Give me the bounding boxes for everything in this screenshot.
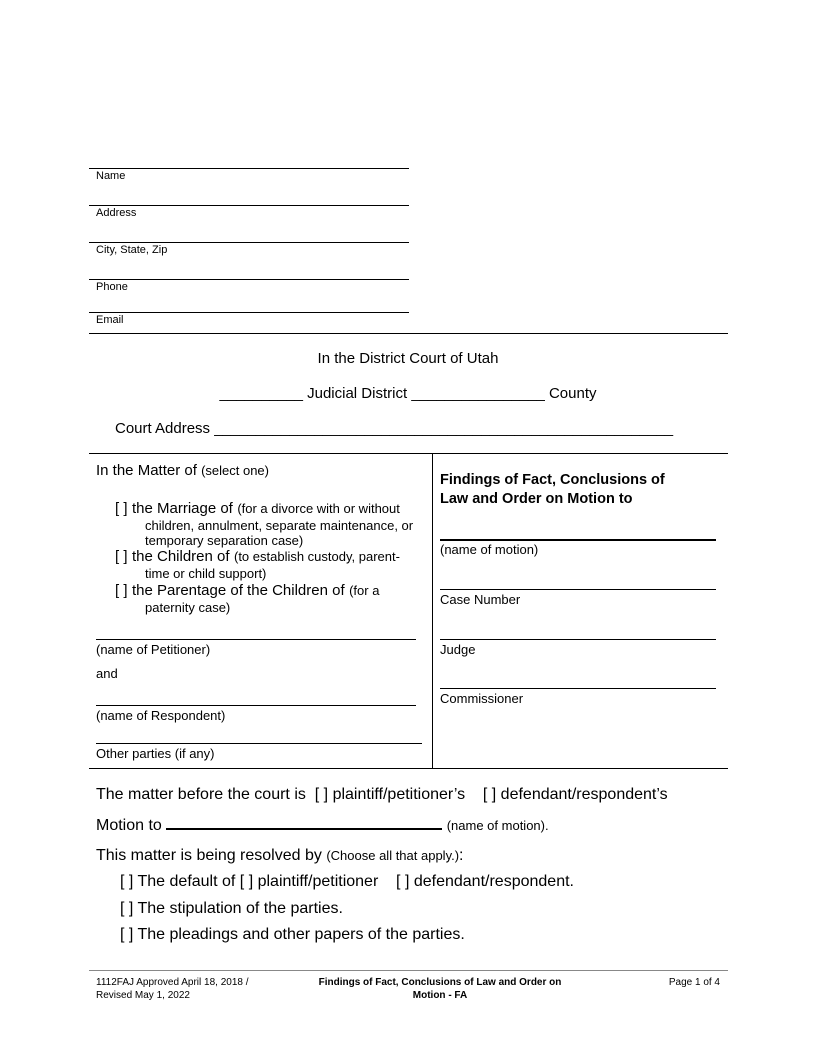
checkbox-default-defendant[interactable]: [ ] <box>396 873 410 890</box>
petitioner-line[interactable] <box>96 639 416 640</box>
petitioner-label: (name of Petitioner) <box>96 642 211 657</box>
and-label: and <box>96 666 118 681</box>
default-plaintiff-label: plaintiff/petitioner <box>257 873 379 890</box>
court-address-line <box>115 420 673 437</box>
city-line <box>89 242 409 243</box>
option-children-note: (to establish custody, parent- <box>233 549 400 564</box>
motion-to-blank[interactable] <box>166 813 442 830</box>
header-divider <box>89 333 728 334</box>
footer-approved: 1112FAJ Approved April 18, 2018 / <box>96 977 249 988</box>
document-title-line2: Law and Order on Motion to <box>440 491 633 507</box>
footer-line <box>89 970 728 971</box>
option-parentage[interactable] <box>115 582 425 615</box>
option-default <box>120 873 574 891</box>
matter-before-court <box>96 786 668 804</box>
other-parties-label: Other parties (if any) <box>96 746 215 761</box>
case-number-label: Case Number <box>440 592 521 607</box>
option-marriage-label: the Marriage of <box>131 500 233 517</box>
option-marriage-note: (for a divorce with or without <box>237 501 400 516</box>
document-title-line1: Findings of Fact, Conclusions of <box>440 472 665 488</box>
address-line <box>89 205 409 206</box>
document-title <box>440 471 665 509</box>
court-address-label: Court Address <box>115 420 211 437</box>
case-number-line[interactable] <box>440 589 716 590</box>
resolved-by-line <box>96 847 464 865</box>
caption-divider <box>432 453 433 768</box>
motion-to-label: Motion to <box>96 817 162 834</box>
footer-page-number: Page 1 of 4 <box>668 977 720 988</box>
resolved-by-note: (Choose all that apply.) <box>326 848 460 863</box>
email-line <box>89 312 409 313</box>
commissioner-line[interactable] <box>440 688 716 689</box>
respondent-line[interactable] <box>96 705 416 706</box>
plaintiff-motion-label: plaintiff/petitioner’s <box>332 786 466 803</box>
footer-title-line1: Findings of Fact, Conclusions of Law and Order on <box>318 977 562 988</box>
district-line <box>0 385 816 402</box>
option-stipulation <box>120 900 343 918</box>
matter-before-text: The matter before the court is <box>96 786 306 803</box>
option-children-cont: time or child support) <box>145 566 267 581</box>
option-pleadings <box>120 926 465 944</box>
county-blank: ________________ <box>411 385 545 402</box>
option-parentage-cont: paternity case) <box>145 600 231 615</box>
stipulation-label: The stipulation of the parties. <box>137 900 343 917</box>
checkbox-stipulation[interactable]: [ ] <box>120 900 134 917</box>
motion-to-line <box>96 813 549 835</box>
phone-line <box>89 279 409 280</box>
district-blank: __________ <box>219 385 303 402</box>
commissioner-label: Commissioner <box>440 691 524 706</box>
resolved-by-colon: : <box>459 847 464 864</box>
matter-intro <box>96 462 269 479</box>
motion-to-note: (name of motion). <box>446 818 549 833</box>
judge-line[interactable] <box>440 639 716 640</box>
resolved-by-text: This matter is being resolved by <box>96 847 322 864</box>
city-label: City, State, Zip <box>96 244 168 256</box>
option-parentage-note: (for a <box>349 583 380 598</box>
matter-intro-text: In the Matter of <box>96 462 197 479</box>
default-label: The default of <box>137 873 236 890</box>
default-defendant-label: defendant/respondent. <box>413 873 574 890</box>
option-parentage-label: the Parentage of the Children of <box>131 582 345 599</box>
checkbox-children[interactable]: [ ] <box>115 548 128 565</box>
motion-name-label: (name of motion) <box>440 542 539 557</box>
footer-title <box>290 976 590 1002</box>
option-marriage-cont2: temporary separation case) <box>145 533 304 548</box>
address-label: Address <box>96 207 137 219</box>
email-label: Email <box>96 314 124 326</box>
checkbox-marriage[interactable]: [ ] <box>115 500 128 517</box>
judge-label: Judge <box>440 642 476 657</box>
checkbox-defendant-motion[interactable]: [ ] <box>482 786 497 803</box>
court-title: In the District Court of Utah <box>317 350 499 367</box>
option-children[interactable] <box>115 548 425 581</box>
option-children-label: the Children of <box>131 548 230 565</box>
name-line <box>89 168 409 169</box>
county-label: County <box>548 385 597 402</box>
court-address-blank: _______________________________________________________ <box>214 420 674 437</box>
checkbox-default[interactable]: [ ] <box>120 873 134 890</box>
respondent-label: (name of Respondent) <box>96 708 226 723</box>
defendant-motion-label: defendant/respondent’s <box>500 786 668 803</box>
phone-label: Phone <box>96 281 128 293</box>
other-parties-line[interactable] <box>96 743 422 744</box>
option-marriage-cont: children, annulment, separate maintenance, or <box>145 518 414 533</box>
checkbox-parentage[interactable]: [ ] <box>115 582 128 599</box>
matter-intro-note: (select one) <box>201 463 269 478</box>
district-label: Judicial District <box>307 385 408 402</box>
footer-form-id <box>96 976 249 1002</box>
footer-title-line2: Motion - FA <box>412 990 468 1001</box>
option-marriage[interactable] <box>115 500 425 548</box>
checkbox-default-plaintiff[interactable]: [ ] <box>239 873 254 890</box>
caption-top-line <box>89 453 728 454</box>
footer-revised: Revised May 1, 2022 <box>96 990 190 1001</box>
pleadings-label: The pleadings and other papers of the parties. <box>137 926 465 943</box>
name-label: Name <box>96 170 126 182</box>
caption-bottom-line <box>89 768 728 769</box>
checkbox-pleadings[interactable]: [ ] <box>120 926 134 943</box>
checkbox-plaintiff-motion[interactable]: [ ] <box>314 786 329 803</box>
motion-name-line[interactable] <box>440 539 716 541</box>
